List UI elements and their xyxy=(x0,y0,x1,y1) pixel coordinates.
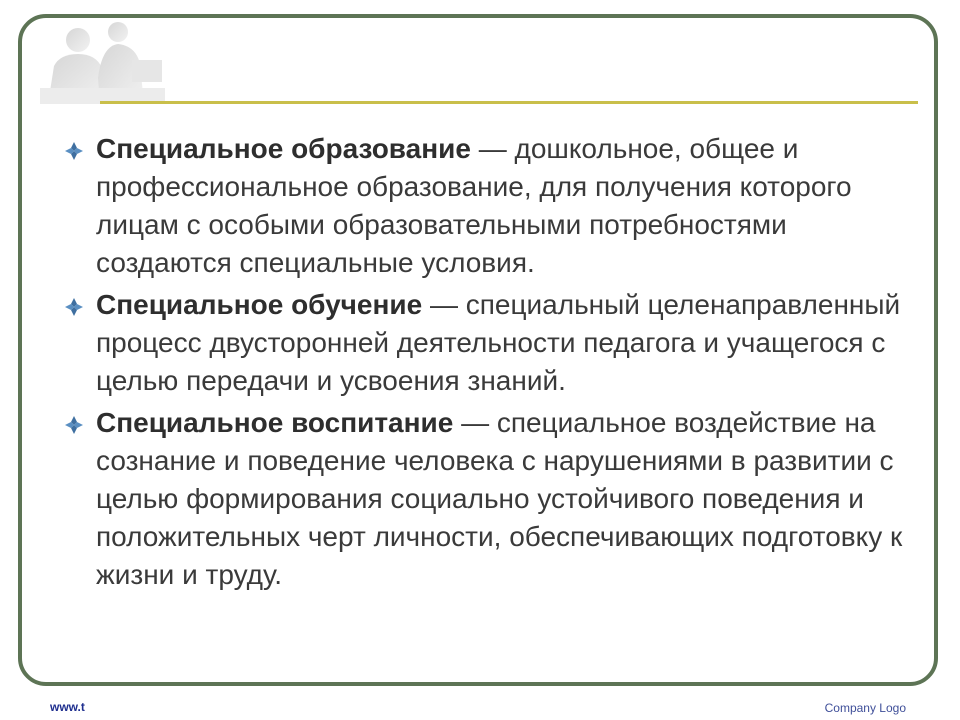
definition-text: — дошкольное, общее и профессиональное образование, для получения которого лицам с особыми образовательными потребностями создаются специальные условия. xyxy=(96,133,852,278)
definitions-list xyxy=(62,130,912,598)
definition-item-special-training xyxy=(62,286,912,400)
footer-company-logo: Company Logo xyxy=(824,701,906,715)
footer-url[interactable]: www.t xyxy=(50,700,85,714)
definition-item-special-upbringing xyxy=(62,404,912,594)
definition-text: — специальный целенаправленный процесс двусторонней деятельности педагога и учащегося с целью передачи и усвоения знаний. xyxy=(96,289,901,396)
definition-term: Специальное образование xyxy=(96,133,471,164)
header-rule xyxy=(100,101,918,104)
definition-item-special-education xyxy=(62,130,912,282)
diamond-bullet-icon xyxy=(64,141,84,161)
diamond-bullet-icon xyxy=(64,415,84,435)
definition-term: Специальное обучение xyxy=(96,289,423,320)
diamond-bullet-icon xyxy=(64,297,84,317)
definition-term: Специальное воспитание xyxy=(96,407,454,438)
definition-text: — специальное воздействие на сознание и поведение человека с нарушениями в развитии с целью формирования социально устойчивого поведения и положительных черт личности, обеспечивающих подготовку к жизни и труду. xyxy=(96,407,903,590)
people-silhouette-image xyxy=(40,18,165,104)
